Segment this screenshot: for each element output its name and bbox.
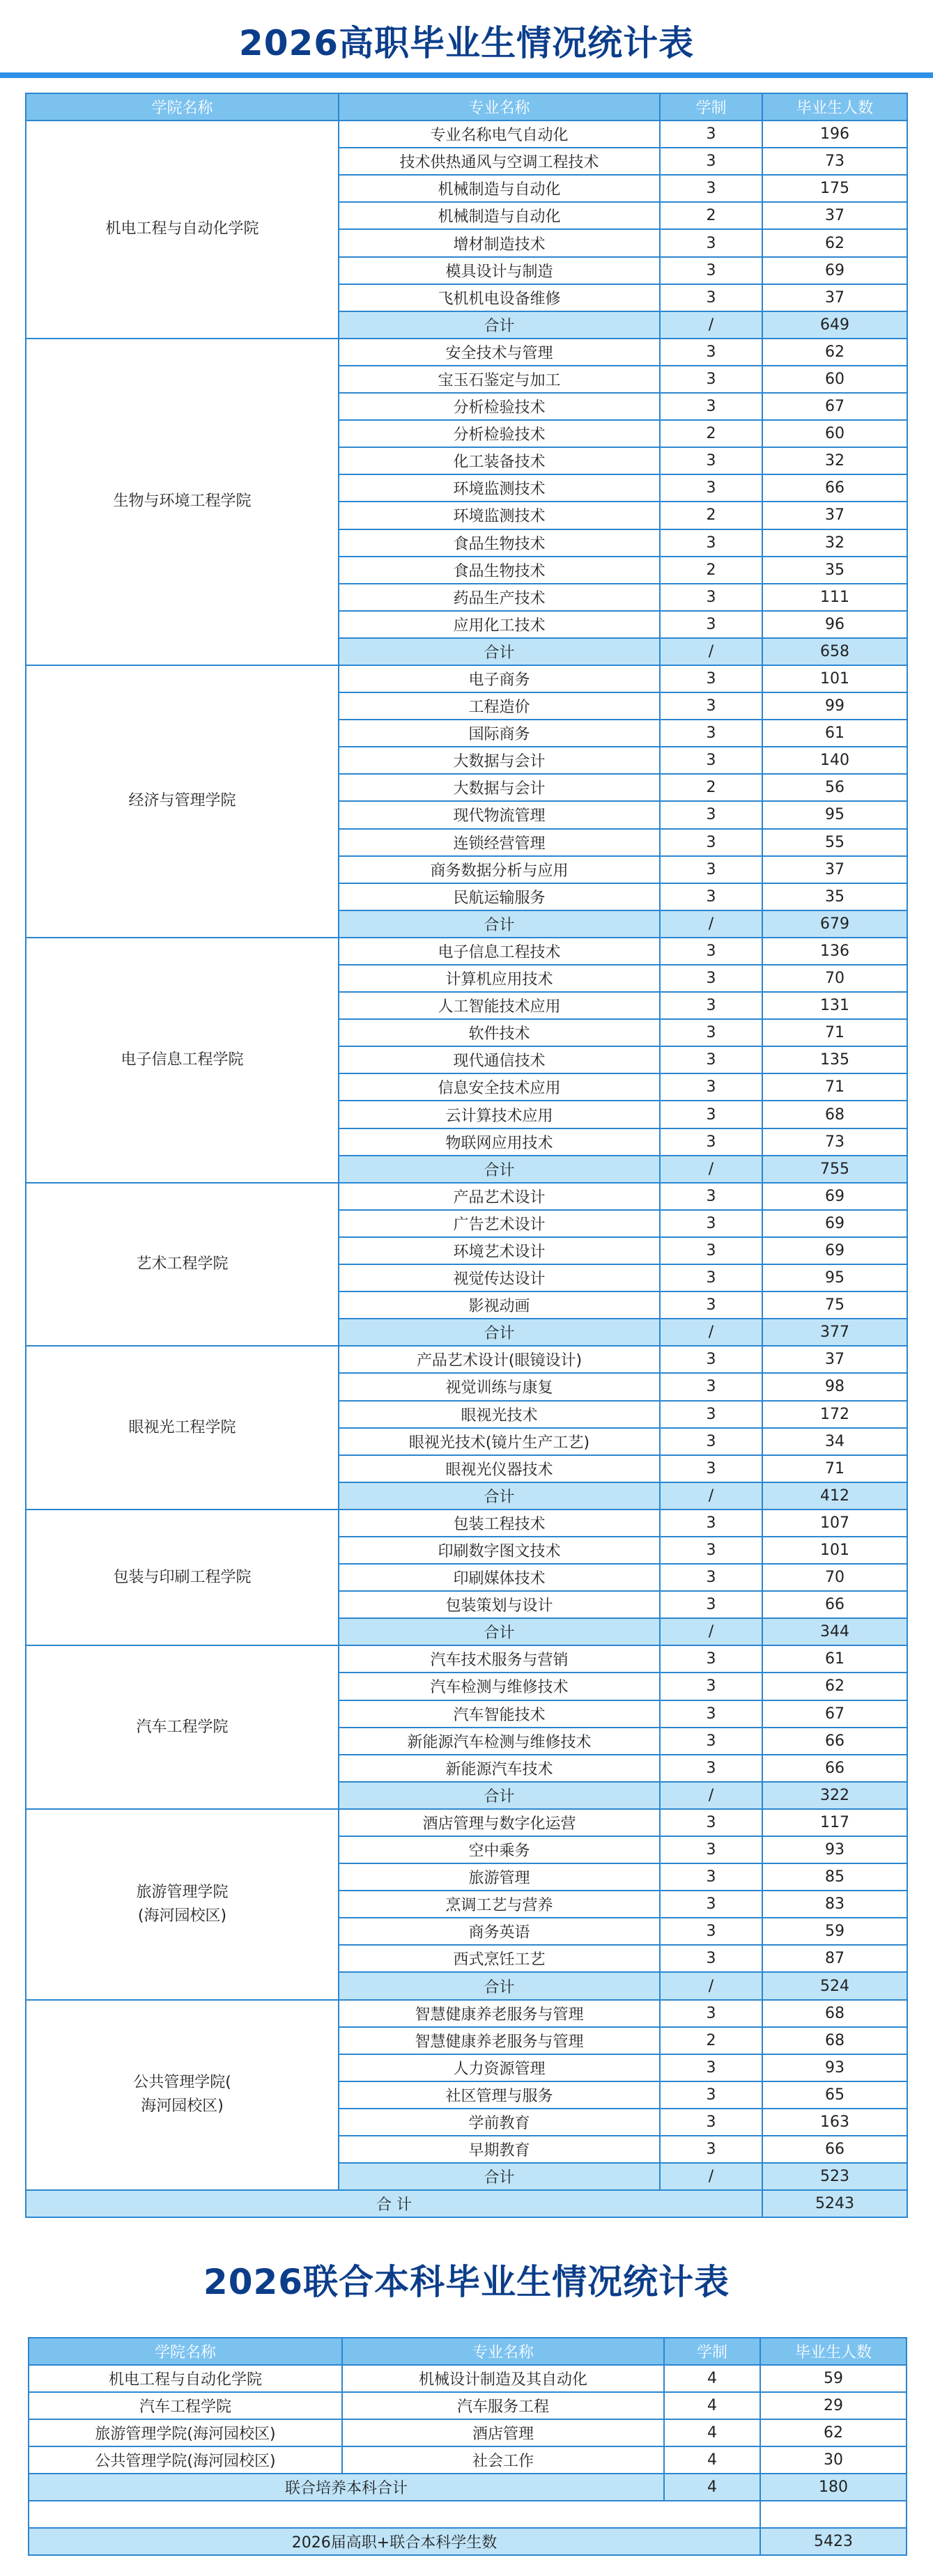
- college-name: 眼视光工程学院: [26, 1346, 339, 1510]
- years-cell: 3: [660, 1128, 762, 1156]
- college-name: 旅游管理学院 (海河园校区): [26, 1809, 339, 2000]
- graduates-cell: 131: [762, 992, 907, 1019]
- subtotal-years: /: [660, 1482, 762, 1510]
- major-name: 国际商务: [339, 720, 660, 747]
- vocational-graduates-table: [25, 93, 908, 2218]
- graduates-cell: 55: [762, 829, 907, 856]
- subtotal-value: 322: [762, 1782, 907, 1809]
- graduates-cell: 32: [762, 529, 907, 557]
- major-name: 食品生物技术: [339, 529, 660, 557]
- years-cell: 3: [660, 393, 762, 420]
- graduates-cell: 69: [762, 1183, 907, 1210]
- graduates-cell: 83: [762, 1891, 907, 1918]
- major-name: 智慧健康养老服务与管理: [339, 2027, 660, 2054]
- graduates-cell: 62: [762, 339, 907, 366]
- years-cell: 3: [660, 284, 762, 311]
- years-cell: 3: [660, 1564, 762, 1591]
- major-name: 学前教育: [339, 2109, 660, 2136]
- graduates-cell: 35: [762, 883, 907, 910]
- graduates-cell: 60: [762, 420, 907, 447]
- years-cell: 3: [660, 1073, 762, 1101]
- graduates-cell: 37: [762, 856, 907, 883]
- years-cell: 3: [660, 801, 762, 828]
- subtotal-years: /: [660, 1782, 762, 1809]
- graduates-cell: 71: [762, 1073, 907, 1101]
- subtotal-value: 649: [762, 311, 907, 339]
- header-years: 学制: [660, 93, 762, 121]
- years-cell: 3: [660, 1373, 762, 1400]
- years-cell: 3: [660, 1428, 762, 1455]
- graduates-cell: 70: [762, 1564, 907, 1591]
- college-name: 汽车工程学院: [26, 1645, 339, 1809]
- header-major: 专业名称: [342, 2338, 664, 2365]
- subtotal-label: 合计: [339, 910, 660, 938]
- years-cell: 3: [660, 1700, 762, 1728]
- years-cell: 3: [660, 474, 762, 502]
- major-name: 大数据与会计: [339, 774, 660, 801]
- years-cell: 3: [660, 938, 762, 965]
- header-college: 学院名称: [29, 2338, 342, 2365]
- major-name: 包装工程技术: [339, 1510, 660, 1537]
- graduates-cell: 93: [762, 1836, 907, 1863]
- subtotal-label: 合计: [339, 1156, 660, 1183]
- years-cell: 3: [660, 1237, 762, 1264]
- major-name: 汽车检测与维修技术: [339, 1673, 660, 1700]
- major-name: 安全技术与管理: [339, 339, 660, 366]
- final-total-label: 2026届高职+联合本科学生数: [29, 2528, 760, 2555]
- subtotal-value: 755: [762, 1156, 907, 1183]
- major-name: 物联网应用技术: [339, 1128, 660, 1156]
- years-cell: 3: [660, 1510, 762, 1537]
- years-cell: 4: [664, 2365, 760, 2392]
- grand-total-value: 5243: [762, 2190, 907, 2217]
- graduates-cell: 73: [762, 148, 907, 175]
- graduates-cell: 67: [762, 393, 907, 420]
- years-cell: 3: [660, 1591, 762, 1618]
- major-name: 现代物流管理: [339, 801, 660, 828]
- graduates-cell: 37: [762, 202, 907, 229]
- graduates-cell: 101: [762, 665, 907, 692]
- graduates-cell: 111: [762, 584, 907, 611]
- years-cell: 3: [660, 1755, 762, 1782]
- table-row: [26, 339, 907, 366]
- years-cell: 3: [660, 1046, 762, 1073]
- graduates-cell: 67: [762, 1700, 907, 1728]
- major-name: 模具设计与制造: [339, 257, 660, 284]
- graduates-cell: 87: [762, 1945, 907, 1972]
- table-row: [29, 2392, 907, 2419]
- major-name: 连锁经营管理: [339, 829, 660, 856]
- graduates-cell: 66: [762, 1728, 907, 1755]
- blank-row: [29, 2501, 907, 2528]
- years-cell: 3: [660, 1809, 762, 1836]
- graduates-cell: 69: [762, 1237, 907, 1264]
- table-row: [29, 2419, 907, 2446]
- years-cell: 4: [664, 2446, 760, 2474]
- subtotal-years: /: [660, 1319, 762, 1346]
- graduates-cell: 62: [762, 1673, 907, 1700]
- major-name: 酒店管理与数字化运营: [339, 1809, 660, 1836]
- final-total-row: [29, 2528, 907, 2555]
- years-cell: 3: [660, 1264, 762, 1291]
- subtotal-years: /: [660, 1618, 762, 1645]
- major-name: 商务英语: [339, 1918, 660, 1945]
- college-name: 公共管理学院(海河园校区): [29, 2446, 342, 2474]
- graduates-cell: 37: [762, 1346, 907, 1373]
- graduates-cell: 35: [762, 557, 907, 584]
- graduates-cell: 66: [762, 1591, 907, 1618]
- subtotal-value: 523: [762, 2163, 907, 2190]
- years-cell: 2: [660, 774, 762, 801]
- grand-total-label: 合 计: [26, 2190, 762, 2217]
- joint-subtotal-label: 联合培养本科合计: [29, 2474, 664, 2501]
- years-cell: 2: [660, 557, 762, 584]
- years-cell: 3: [660, 829, 762, 856]
- major-name: 人力资源管理: [339, 2054, 660, 2081]
- years-cell: 3: [660, 1945, 762, 1972]
- table-row: [26, 665, 907, 692]
- graduates-cell: 96: [762, 611, 907, 638]
- graduates-cell: 62: [762, 229, 907, 256]
- years-cell: 3: [660, 1537, 762, 1564]
- years-cell: 2: [660, 202, 762, 229]
- major-name: 环境监测技术: [339, 502, 660, 529]
- header-graduates: 毕业生人数: [762, 93, 907, 121]
- years-cell: 3: [660, 175, 762, 202]
- years-cell: 3: [660, 1210, 762, 1237]
- graduates-cell: 107: [762, 1510, 907, 1537]
- graduates-cell: 59: [760, 2365, 907, 2392]
- major-name: 早期教育: [339, 2136, 660, 2163]
- graduates-cell: 61: [762, 720, 907, 747]
- graduates-cell: 136: [762, 938, 907, 965]
- college-name: 包装与印刷工程学院: [26, 1510, 339, 1645]
- graduates-cell: 66: [762, 2136, 907, 2163]
- graduates-cell: 29: [760, 2392, 907, 2419]
- final-total-value: 5423: [760, 2528, 907, 2555]
- subtotal-label: 合计: [339, 311, 660, 339]
- years-cell: 3: [660, 2000, 762, 2027]
- years-cell: 3: [660, 1346, 762, 1373]
- years-cell: 3: [660, 1183, 762, 1210]
- major-name: 西式烹饪工艺: [339, 1945, 660, 1972]
- subtotal-value: 412: [762, 1482, 907, 1510]
- college-name: 机电工程与自动化学院: [29, 2365, 342, 2392]
- subtotal-years: /: [660, 910, 762, 938]
- blank-cell: [760, 2501, 907, 2528]
- years-cell: 4: [664, 2474, 760, 2501]
- graduates-cell: 95: [762, 801, 907, 828]
- subtotal-value: 344: [762, 1618, 907, 1645]
- graduates-cell: 62: [760, 2419, 907, 2446]
- college-name: 汽车工程学院: [29, 2392, 342, 2419]
- graduates-cell: 30: [760, 2446, 907, 2474]
- major-name: 新能源汽车检测与维修技术: [339, 1728, 660, 1755]
- graduates-cell: 175: [762, 175, 907, 202]
- table-row: [26, 1510, 907, 1537]
- table-row: [26, 1346, 907, 1373]
- graduates-cell: 34: [762, 1428, 907, 1455]
- header-major: 专业名称: [339, 93, 660, 121]
- major-name: 软件技术: [339, 1019, 660, 1046]
- major-name: 增材制造技术: [339, 229, 660, 256]
- years-cell: 3: [660, 1645, 762, 1673]
- graduates-cell: 66: [762, 1755, 907, 1782]
- major-name: 民航运输服务: [339, 883, 660, 910]
- major-name: 旅游管理: [339, 1863, 660, 1891]
- graduates-cell: 73: [762, 1128, 907, 1156]
- joint-subtotal-value: 180: [760, 2474, 907, 2501]
- years-cell: 3: [660, 339, 762, 366]
- years-cell: 2: [660, 420, 762, 447]
- years-cell: 3: [660, 747, 762, 774]
- major-name: 空中乘务: [339, 1836, 660, 1863]
- years-cell: 3: [660, 257, 762, 284]
- college-name: 旅游管理学院(海河园校区): [29, 2419, 342, 2446]
- years-cell: 4: [664, 2419, 760, 2446]
- major-name: 环境艺术设计: [339, 1237, 660, 1264]
- years-cell: 3: [660, 1019, 762, 1046]
- years-cell: 3: [660, 692, 762, 720]
- blank-cell: [29, 2501, 760, 2528]
- years-cell: 3: [660, 1673, 762, 1700]
- major-name: 商务数据分析与应用: [339, 856, 660, 883]
- major-name: 人工智能技术应用: [339, 992, 660, 1019]
- subtotal-value: 524: [762, 1972, 907, 1999]
- graduates-cell: 85: [762, 1863, 907, 1891]
- major-name: 烹调工艺与营养: [339, 1891, 660, 1918]
- graduates-cell: 69: [762, 257, 907, 284]
- years-cell: 3: [660, 447, 762, 474]
- years-cell: 3: [660, 611, 762, 638]
- joint-subtotal-row: [29, 2474, 907, 2501]
- graduates-cell: 117: [762, 1809, 907, 1836]
- major-name: 工程造价: [339, 692, 660, 720]
- major-name: 分析检验技术: [339, 420, 660, 447]
- subtotal-label: 合计: [339, 1782, 660, 1809]
- years-cell: 3: [660, 1863, 762, 1891]
- table-row: [26, 1809, 907, 1836]
- subtotal-years: /: [660, 1972, 762, 1999]
- major-name: 机械设计制造及其自动化: [342, 2365, 664, 2392]
- major-name: 智慧健康养老服务与管理: [339, 2000, 660, 2027]
- years-cell: 2: [660, 502, 762, 529]
- years-cell: 3: [660, 883, 762, 910]
- major-name: 化工装备技术: [339, 447, 660, 474]
- years-cell: 3: [660, 1101, 762, 1128]
- major-name: 大数据与会计: [339, 747, 660, 774]
- major-name: 视觉传达设计: [339, 1264, 660, 1291]
- years-cell: 2: [660, 2027, 762, 2054]
- major-name: 社区管理与服务: [339, 2081, 660, 2109]
- graduates-cell: 95: [762, 1264, 907, 1291]
- major-name: 现代通信技术: [339, 1046, 660, 1073]
- graduates-cell: 98: [762, 1373, 907, 1400]
- table-row: [29, 2365, 907, 2392]
- major-name: 汽车智能技术: [339, 1700, 660, 1728]
- years-cell: 3: [660, 2054, 762, 2081]
- major-name: 飞机机电设备维修: [339, 284, 660, 311]
- major-name: 信息安全技术应用: [339, 1073, 660, 1101]
- table-row: [29, 2446, 907, 2474]
- years-cell: 3: [660, 2136, 762, 2163]
- college-name: 经济与管理学院: [26, 665, 339, 938]
- major-name: 产品艺术设计: [339, 1183, 660, 1210]
- years-cell: 3: [660, 1291, 762, 1319]
- graduates-cell: 71: [762, 1019, 907, 1046]
- major-name: 印刷媒体技术: [339, 1564, 660, 1591]
- major-name: 宝玉石鉴定与加工: [339, 366, 660, 393]
- graduates-cell: 66: [762, 474, 907, 502]
- major-name: 分析检验技术: [339, 393, 660, 420]
- header-graduates: 毕业生人数: [760, 2338, 907, 2365]
- table-row: [26, 1645, 907, 1673]
- subtotal-label: 合计: [339, 2163, 660, 2190]
- header-college: 学院名称: [26, 93, 339, 121]
- graduates-cell: 68: [762, 1101, 907, 1128]
- major-name: 专业名称电气自动化: [339, 121, 660, 148]
- major-name: 电子商务: [339, 665, 660, 692]
- major-name: 汽车技术服务与营销: [339, 1645, 660, 1673]
- years-cell: 3: [660, 229, 762, 256]
- major-name: 技术供热通风与空调工程技术: [339, 148, 660, 175]
- years-cell: 3: [660, 121, 762, 148]
- graduates-cell: 71: [762, 1455, 907, 1482]
- years-cell: 3: [660, 992, 762, 1019]
- years-cell: 3: [660, 366, 762, 393]
- major-name: 眼视光技术: [339, 1401, 660, 1428]
- college-name: 机电工程与自动化学院: [26, 121, 339, 339]
- graduates-cell: 140: [762, 747, 907, 774]
- graduates-cell: 60: [762, 366, 907, 393]
- graduates-cell: 68: [762, 2027, 907, 2054]
- college-name: 生物与环境工程学院: [26, 339, 339, 665]
- graduates-cell: 68: [762, 2000, 907, 2027]
- vocational-table-title: 2026高职毕业生情况统计表: [238, 23, 695, 63]
- graduates-cell: 163: [762, 2109, 907, 2136]
- years-cell: 3: [660, 2109, 762, 2136]
- graduates-cell: 32: [762, 447, 907, 474]
- major-name: 社会工作: [342, 2446, 664, 2474]
- major-name: 眼视光仪器技术: [339, 1455, 660, 1482]
- subtotal-label: 合计: [339, 1972, 660, 1999]
- title-underline: [0, 72, 933, 78]
- major-name: 机械制造与自动化: [339, 202, 660, 229]
- years-cell: 3: [660, 2081, 762, 2109]
- years-cell: 3: [660, 584, 762, 611]
- graduates-cell: 93: [762, 2054, 907, 2081]
- years-cell: 4: [664, 2392, 760, 2419]
- years-cell: 3: [660, 1401, 762, 1428]
- table-row: [26, 2000, 907, 2027]
- years-cell: 3: [660, 1891, 762, 1918]
- subtotal-years: /: [660, 311, 762, 339]
- major-name: 广告艺术设计: [339, 1210, 660, 1237]
- major-name: 汽车服务工程: [342, 2392, 664, 2419]
- graduates-cell: 135: [762, 1046, 907, 1073]
- major-name: 新能源汽车技术: [339, 1755, 660, 1782]
- major-name: 视觉训练与康复: [339, 1373, 660, 1400]
- years-cell: 3: [660, 965, 762, 992]
- joint-table-title: 2026联合本科毕业生情况统计表: [203, 2262, 730, 2302]
- major-name: 计算机应用技术: [339, 965, 660, 992]
- major-name: 包装策划与设计: [339, 1591, 660, 1618]
- subtotal-years: /: [660, 1156, 762, 1183]
- major-name: 酒店管理: [342, 2419, 664, 2446]
- years-cell: 3: [660, 1728, 762, 1755]
- table-row: [26, 938, 907, 965]
- subtotal-years: /: [660, 2163, 762, 2190]
- graduates-cell: 61: [762, 1645, 907, 1673]
- graduates-cell: 59: [762, 1918, 907, 1945]
- years-cell: 3: [660, 1455, 762, 1482]
- college-name: 公共管理学院( 海河园校区): [26, 2000, 339, 2191]
- college-name: 艺术工程学院: [26, 1183, 339, 1347]
- major-name: 应用化工技术: [339, 611, 660, 638]
- years-cell: 3: [660, 665, 762, 692]
- graduates-cell: 37: [762, 502, 907, 529]
- years-cell: 3: [660, 529, 762, 557]
- major-name: 产品艺术设计(眼镜设计): [339, 1346, 660, 1373]
- graduates-cell: 70: [762, 965, 907, 992]
- graduates-cell: 65: [762, 2081, 907, 2109]
- subtotal-years: /: [660, 638, 762, 665]
- header-years: 学制: [664, 2338, 760, 2365]
- graduates-cell: 101: [762, 1537, 907, 1564]
- years-cell: 3: [660, 856, 762, 883]
- college-name: 电子信息工程学院: [26, 938, 339, 1183]
- graduates-cell: 56: [762, 774, 907, 801]
- subtotal-label: 合计: [339, 1482, 660, 1510]
- graduates-cell: 196: [762, 121, 907, 148]
- graduates-cell: 69: [762, 1210, 907, 1237]
- joint-graduates-table: [28, 2337, 907, 2556]
- major-name: 药品生产技术: [339, 584, 660, 611]
- major-name: 环境监测技术: [339, 474, 660, 502]
- subtotal-value: 679: [762, 910, 907, 938]
- major-name: 印刷数字图文技术: [339, 1537, 660, 1564]
- graduates-cell: 172: [762, 1401, 907, 1428]
- major-name: 眼视光技术(镜片生产工艺): [339, 1428, 660, 1455]
- years-cell: 3: [660, 1918, 762, 1945]
- subtotal-label: 合计: [339, 1618, 660, 1645]
- subtotal-value: 377: [762, 1319, 907, 1346]
- years-cell: 3: [660, 720, 762, 747]
- graduates-cell: 75: [762, 1291, 907, 1319]
- major-name: 食品生物技术: [339, 557, 660, 584]
- major-name: 影视动画: [339, 1291, 660, 1319]
- subtotal-value: 658: [762, 638, 907, 665]
- grand-total-row: [26, 2190, 907, 2217]
- years-cell: 3: [660, 148, 762, 175]
- subtotal-label: 合计: [339, 1319, 660, 1346]
- graduates-cell: 99: [762, 692, 907, 720]
- major-name: 机械制造与自动化: [339, 175, 660, 202]
- years-cell: 3: [660, 1836, 762, 1863]
- table-row: [26, 121, 907, 148]
- subtotal-label: 合计: [339, 638, 660, 665]
- table-row: [26, 1183, 907, 1210]
- graduates-cell: 37: [762, 284, 907, 311]
- major-name: 电子信息工程技术: [339, 938, 660, 965]
- major-name: 云计算技术应用: [339, 1101, 660, 1128]
